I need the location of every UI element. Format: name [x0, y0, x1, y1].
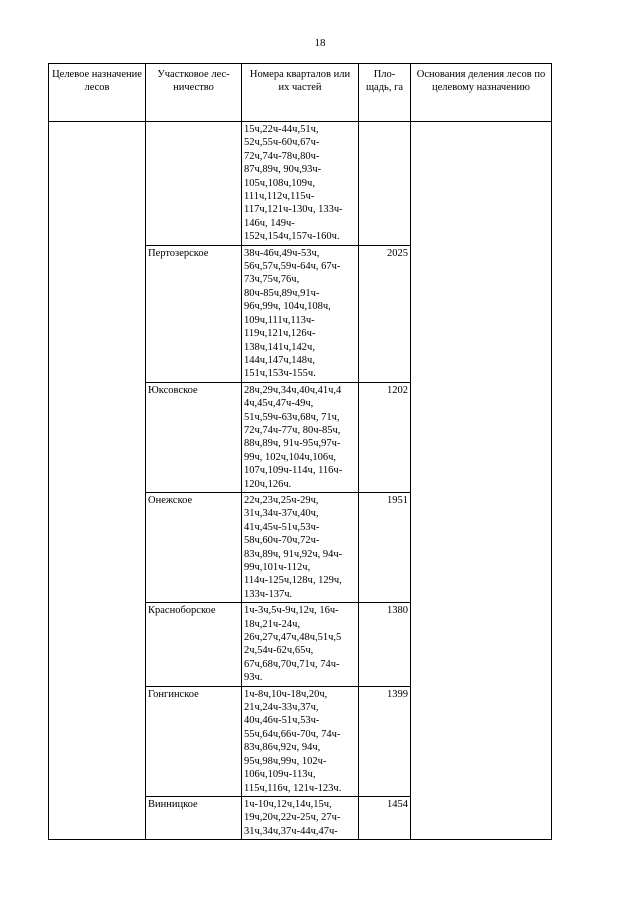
quarters-cell: 15ч,22ч-44ч,51ч, 52ч,55ч-60ч,67ч- 72ч,74ч-78ч,80ч- 87ч,89ч, 90ч,93ч- 105ч,108ч,109ч, 111ч,112ч,115ч- 117ч,121ч-130ч, 133ч- 146ч, 149ч- 152ч,154ч,157ч-160ч.: [242, 122, 359, 246]
area-cell: 2025: [359, 245, 411, 382]
header-area: Пло-щадь, га: [359, 64, 411, 122]
quarters-cell: 38ч-46ч,49ч-53ч, 56ч,57ч,59ч-64ч, 67ч- 73ч,75ч,76ч, 80ч-85ч,89ч,91ч- 96ч,99ч, 104ч,108ч, 109ч,111ч,113ч- 119ч,121ч,126ч- 138ч,141ч,142ч, 144ч,147ч,148ч, 151ч,153ч-155ч.: [242, 245, 359, 382]
forestry-cell: Онежское: [146, 492, 242, 602]
header-purpose: Целевое назначение лесов: [49, 64, 146, 122]
forest-table: [48, 63, 552, 840]
forestry-cell: Гонгинское: [146, 686, 242, 796]
area-cell: [359, 122, 411, 246]
forestry-cell: [146, 122, 242, 246]
area-cell: 1454: [359, 796, 411, 839]
area-cell: 1399: [359, 686, 411, 796]
area-cell: 1380: [359, 603, 411, 686]
header-basis: Основания деления лесов по целевому назначению: [411, 64, 552, 122]
header-forestry: Участковое лес-ничество: [146, 64, 242, 122]
page-number: 18: [314, 37, 326, 49]
table-row: [49, 122, 552, 246]
forestry-cell: Пертозерское: [146, 245, 242, 382]
basis-cell: [411, 122, 552, 840]
table-header-row: [49, 64, 552, 122]
quarters-cell: 28ч,29ч,34ч,40ч,41ч,4 4ч,45ч,47ч-49ч, 51ч,59ч-63ч,68ч, 71ч, 72ч,74ч-77ч, 80ч-85ч, 88ч,89ч, 91ч-95ч,97ч- 99ч, 102ч,104ч,106ч, 107ч,109ч-114ч, 116ч- 120ч,126ч.: [242, 382, 359, 492]
area-cell: 1951: [359, 492, 411, 602]
forestry-cell: Красноборское: [146, 603, 242, 686]
forestry-cell: Винницкое: [146, 796, 242, 839]
quarters-cell: 1ч-3ч,5ч-9ч,12ч, 16ч- 18ч,21ч-24ч, 26ч,27ч,47ч,48ч,51ч,5 2ч,54ч-62ч,65ч, 67ч,68ч,70ч,71ч, 74ч- 93ч.: [242, 603, 359, 686]
purpose-cell: [49, 122, 146, 840]
quarters-cell: 1ч-10ч,12ч,14ч,15ч, 19ч,20ч,22ч-25ч, 27ч- 31ч,34ч,37ч-44ч,47ч-: [242, 796, 359, 839]
area-cell: 1202: [359, 382, 411, 492]
header-quarters: Номера кварталов или их частей: [242, 64, 359, 122]
quarters-cell: 22ч,23ч,25ч-29ч, 31ч,34ч-37ч,40ч, 41ч,45ч-51ч,53ч- 58ч,60ч-70ч,72ч- 83ч,89ч, 91ч,92ч, 94ч- 99ч,101ч-112ч, 114ч-125ч,128ч, 129ч, 133ч-137ч.: [242, 492, 359, 602]
forestry-cell: Юксовское: [146, 382, 242, 492]
quarters-cell: 1ч-8ч,10ч-18ч,20ч, 21ч,24ч-33ч,37ч, 40ч,46ч-51ч,53ч- 55ч,64ч,66ч-70ч, 74ч- 83ч,86ч,92ч, 94ч, 95ч,98ч,99ч, 102ч- 106ч,109ч-113ч, 115ч,116ч, 121ч-123ч.: [242, 686, 359, 796]
